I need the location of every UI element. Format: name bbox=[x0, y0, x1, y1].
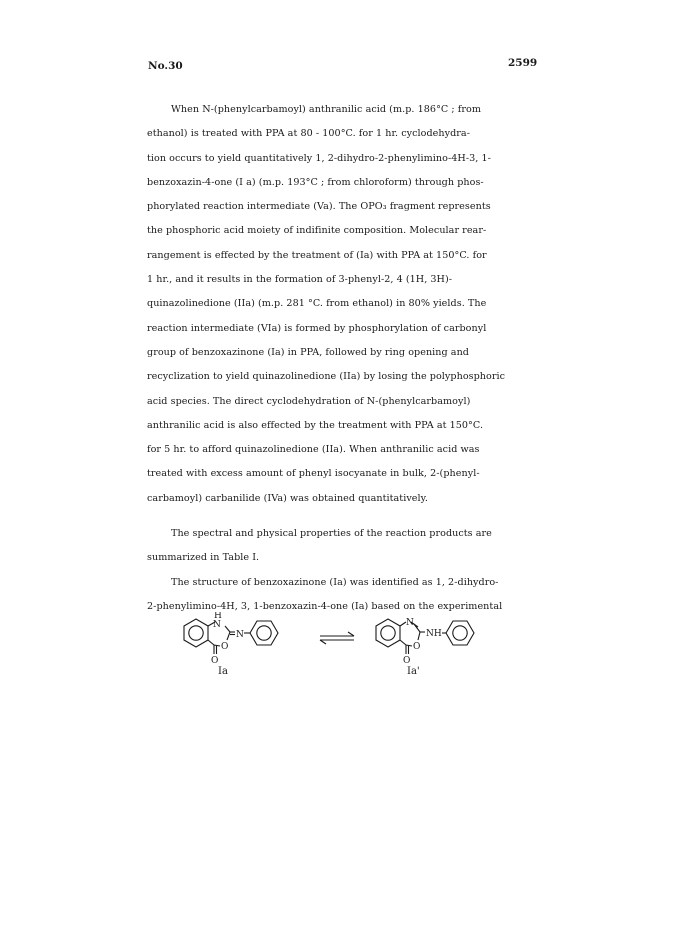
text-line: anthranilic acid is also effected by the treatment with PPA at 150°C. bbox=[147, 419, 484, 431]
atom-n2: N bbox=[236, 630, 244, 640]
text-line: the phosphoric acid moiety of indifinite composition. Molecular rear- bbox=[147, 225, 487, 237]
text-line: ethanol) is treated with PPA at 80 - 100°C. for 1 hr. cyclodehydra- bbox=[147, 128, 470, 140]
text-line: The structure of benzoxazinone (Ia) was identified as 1, 2-dihydro- bbox=[171, 576, 499, 588]
atom-n1: N bbox=[213, 620, 221, 630]
text-line: reaction intermediate (VIa) is formed by phosphorylation of carbonyl bbox=[147, 322, 487, 334]
text-line: carbamoyl) carbanilide (IVa) was obtained quantitatively. bbox=[147, 492, 428, 504]
atom-carbonyl-o-right: O bbox=[403, 656, 411, 666]
compound-label-ia-prime: Ia' bbox=[407, 666, 420, 677]
text-line: rangement is effected by the treatment of (Ia) with PPA at 150°C. for bbox=[147, 249, 487, 261]
page-number: 2599 bbox=[508, 57, 538, 69]
text-line: benzoxazin-4-one (I a) (m.p. 193°C ; from chloroform) through phos- bbox=[147, 176, 484, 188]
atom-h: H bbox=[214, 612, 222, 621]
benzene-ring-left bbox=[184, 619, 208, 647]
text-line: recyclization to yield quinazolinedione (IIa) by losing the polyphosphoric bbox=[147, 371, 506, 383]
text-line: acid species. The direct cyclodehydration of N-(phenylcarbamoyl) bbox=[147, 395, 471, 407]
atom-carbonyl-o: O bbox=[211, 656, 219, 666]
text-line: summarized in Table I. bbox=[147, 552, 260, 564]
atom-n1-right: N bbox=[406, 618, 414, 628]
atom-o: O bbox=[221, 642, 229, 652]
text-line: 2-phenylimino-4H, 3, 1-benzoxazin-4-one (Ia) based on the experimental bbox=[147, 600, 503, 612]
structure-drawing bbox=[170, 612, 540, 692]
text-line: The spectral and physical properties of the reaction products are bbox=[171, 528, 492, 540]
text-line: phorylated reaction intermediate (Va). The OPO₃ fragment represents bbox=[147, 201, 491, 213]
phenyl-ring-right bbox=[446, 621, 474, 645]
atom-o-right: O bbox=[413, 642, 421, 652]
text-line: group of benzoxazinone (Ia) in PPA, followed by ring opening and bbox=[147, 346, 469, 358]
text-line: for 5 hr. to afford quinazolinedione (IIa). When anthranilic acid was bbox=[147, 444, 480, 456]
text-line: When N-(phenylcarbamoyl) anthranilic acid (m.p. 186°C ; from bbox=[171, 104, 481, 115]
compound-label-ia: Ia bbox=[218, 666, 228, 677]
benzene-ring-right bbox=[376, 619, 400, 647]
tautomer-scheme bbox=[170, 612, 540, 692]
journal-issue: No.30 bbox=[148, 60, 183, 72]
paragraph-1 bbox=[147, 98, 537, 511]
text-line: quinazolinedione (IIa) (m.p. 281 °C. from ethanol) in 80% yields. The bbox=[147, 298, 487, 310]
body-text bbox=[147, 98, 537, 619]
text-line: treated with excess amount of phenyl isocyanate in bulk, 2-(phenyl- bbox=[147, 468, 480, 480]
text-line: tion occurs to yield quantitatively 1, 2-dihydro-2-phenylimino-4H-3, 1- bbox=[147, 152, 491, 164]
paragraph-2 bbox=[147, 522, 537, 571]
phenyl-ring-left bbox=[250, 621, 278, 645]
aromatic-circle bbox=[189, 626, 203, 640]
atom-nh: NH bbox=[426, 629, 442, 639]
text-line: 1 hr., and it results in the formation of 3-phenyl-2, 4 (1H, 3H)- bbox=[147, 274, 453, 286]
